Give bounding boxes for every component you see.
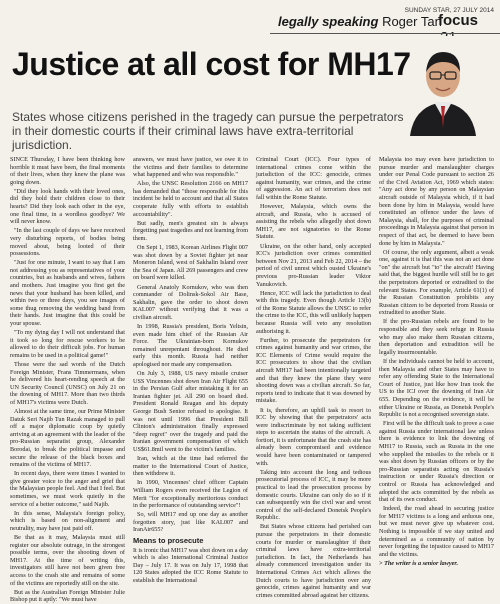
paragraph: Of course, the only argument, albeit a weak one, against it is that this was not an act done "on" the aircraft but "to" the aircraft! Having said that, the biggest hurdle will still be to get the perpetrators deported or extradited to the relevant States. For example, Article 61(1) of the Russian Constitution prohibits any Russian citizen to be deported from Russia or extradited to another State. — [379, 248, 494, 317]
paragraph: In 1998, Russia's president, Boris Yeltsin, even made him chief of the Russian Air Force. The Ukrainian-born Kornukov remained unrepentant throughout. He died early this month. Russia had neither apologised nor made any compensation. — [133, 322, 248, 368]
paragraph: SINCE Thursday, I have been thinking how horrible it must have been, the final moments of their lives, when they knew the plane was going down. — [10, 156, 125, 186]
column-3 — [256, 156, 371, 599]
paragraph: But States whose citizens had perished can pursue the perpetrators in their domestic courts for murder or manslaughter if their criminal laws have extra-territorial jurisdiction. In fact, the Netherlands has already commenced investigation under its International Crimes Act which allows the Dutch courts to have jurisdiction over any genocide, crimes against humanity and war crimes committed abroad against her citizens. — [256, 523, 371, 599]
paragraph: In this sense, Malaysia's foreign policy, which is based on non-alignment and neutrality, may have just paid off. — [10, 509, 125, 532]
footnote-text: The writer is a senior lawyer. — [384, 559, 458, 567]
paragraph: General Anatoly Kornukov, who was then commander of Dolinsk-Sokol Air Base, Sakhalin, gave the order to shoot down KAL007 without verifying that it was a civilian aircraft. — [133, 283, 248, 321]
paragraph: On July 3, 1988, US navy missile cruiser USS Vincennes shot down Iran Air Flight 655 in the Persian Gulf after mistaking it for an Iranian fighter jet. All 290 on board died. President Ronald Reagan and his deputy George Bush Senior refused to apologise. It was not until 1996 that President Bill Clinton's administration finally expressed "deep regret" over the tragedy and paid the Iranian government compensation of which US$61.8mil went to the victim's families. — [133, 370, 248, 453]
author-photo — [404, 36, 482, 136]
paragraph: Ukraine, on the other hand, only accepted ICC's jurisdiction over crimes committed between Nov 21, 2013 and Feb 22, 2014 – the period of civil unrest which ousted Ukraine's previous pro-Russian leader Viktor Yanukovich. — [256, 242, 371, 288]
paragraph: "To my dying day I will not understand that it took so long for rescue workers to be allowed to do their difficult jobs. For human remains to be used in a political game!" — [10, 329, 125, 359]
author-footnote: > The writer is a senior lawyer. — [379, 559, 458, 567]
paragraph: Iran, which at the time had referred the matter to the International Court of Justice, then withdrew it. — [133, 455, 248, 478]
paragraph: Be that as it may, Malaysia must still register our absolute outrage, in the strongest possible terms, over the shooting down of MH17. At the time of writing this, investigators still have not been given free access to the crash site and remains of some of the victims are reportedly still on the site. — [10, 534, 125, 587]
subheading: Means to prosecute — [133, 536, 204, 545]
paragraph: Hence, ICC will lack the jurisdiction to deal with this tragedy. Even though Article 13(b) of the Rome Statute allows the UNSC to refer the crime to the ICC, this will unlikely happen because Russia will veto any resolution authorising it. — [256, 289, 371, 335]
author-portrait-image — [404, 36, 482, 136]
column-2 — [133, 156, 249, 584]
paragraph: But sadly, men's greatest sin is always forgetting past tragedies and not learning from them. — [133, 219, 249, 242]
paragraph: It is, therefore, an uphill task to resort to ICC by showing that the perpetrators' acts were indiscriminate by not taking sufficient steps to ascertain the status of the aircraft. A fortiori, it is unfortunate that the crash site has already been compromised and evidence would have been contaminated or tampered with. — [256, 406, 371, 467]
column-name — [278, 14, 442, 29]
section-name: focus — [438, 12, 479, 29]
column-1 — [10, 156, 125, 604]
paragraph: On Sept 1, 1983, Korean Airlines Flight 007 was shot down by a Soviet fighter jet near Moneron Island, west of Sakhalin Island over the Sea of Japan. All 269 passengers and crew on board were killed. — [133, 244, 248, 282]
paragraph: If the individuals cannot be held to account, then Malaysia and other States may have to refer any offending State to the International Court of Justice, just like how Iran took the US to the ICJ over the downing of Iran Air 655. Depending on the evidence, it will be either Ukraine or Russia, as Donetsk People's Republic is not a recognised sovereign state. — [379, 357, 494, 419]
paragraph: "Just for one minute, I want to say that I am not addressing you as representatives of your countries, but as husbands and wives, fathers and mothers. Just imagine you first get the news that your husband has been killed, and within two or three days, you see images of some thug removing the wedding band from their hands. Just imagine that this could be your spouse. — [10, 259, 125, 327]
paragraph: Those were the sad words of the Dutch Foreign Minister, Frans Timmermans, when he delivered his heart-rending speech at the UN Security Council (UNSC) on July 21 on the downing of MH17. More than two thirds of MH17's victims were Dutch. — [10, 360, 125, 406]
headline: Justice at all cost for MH17 — [12, 46, 411, 82]
header-rule — [270, 33, 500, 34]
column-4 — [379, 156, 494, 567]
paragraph: "In the last couple of days we have received very disturbing reports, of bodies being moved about, being looted of their possessions. — [10, 227, 125, 258]
paragraph: Further, to prosecute the perpetrators for crimes against humanity and war crimes, the ICC Elements of Crime would require the ICC prosecutors to show that the civilian aircraft MH17 had been intentionally targeted and that they knew the plane they were shooting down was a civilian aircraft. So far, reports tend to indicate that it was downed by mistake. — [256, 336, 371, 405]
paragraph: answers, we must have justice, we owe it to the victims and their families to determine what happened and who was responsible." — [133, 156, 248, 179]
paragraph: First will be the difficult task to prove a case against Russia under international law unless there is evidence to link the downing of MH17 to Russia, such as Russia in the one who supplied the missiles to the rebels or it was shot down by Russian officers or by the pro-Russian separatists acting on Russia's instruction or under Russia's direction or control or Russia has acknowledged and adopted the acts committed by the rebels as that of its own conduct. — [379, 420, 494, 504]
paragraph: So, will MH17 end up one day as another forgotten story, just like KAL007 and IranAir655? — [133, 511, 248, 534]
paragraph: It is ironic that MH17 was shot down on a day which is also International Criminal Justice Day – July 17. It was on July 17, 1998 that 120 States adopted the ICC Rome Statute to establish the International — [133, 546, 248, 584]
paragraph: But as the Australian Foreign Minister Julie Bishop put it aptly: "We must have — [10, 588, 125, 604]
paragraph: Indeed, the road ahead in securing justice for MH17 victims is a long and arduous one, but we must never give up whatever cost. Nothing is impossible if we stay united and determined as a community of nation by never forgetting the injustice caused to MH17 and the victims. — [379, 505, 494, 558]
paragraph: Almost at the same time, our Prime Minister Datuk Seri Najib Tun Razak managed to pull off a major diplomatic coup by quietly arriving at an agreement with the leader of the pro-Russian separatist group, Alexander Borodai, to break the political impasse and secure the release of the black boxes and remains of the victims of MH17. — [10, 408, 125, 469]
paragraph: Criminal Court (ICC). Four types of international crimes come within the jurisdiction of the ICC: genocide, crimes against humanity, war crimes, and the crime of aggression. An act of terrorism does not fall within the Rome Statute. — [256, 156, 371, 201]
paragraph: "Did they look hands with their loved ones, did they hold their children close to their hearts? Did they look each other in the eye, one final time, in a wordless goodbye? We will never know. — [10, 187, 125, 226]
paragraph: Taking into account the long and tedious prosecutorial process of ICC, it may be more practical to lead the prosecution process by domestic courts. Ukraine can only do so if it can subsequently win the civil war and wrest control of the self-declared Donetsk People's Republic. — [256, 468, 371, 522]
article-body — [10, 156, 494, 604]
author-name: Roger Tan — [382, 14, 442, 29]
paragraph: Also, the UNSC Resolution 2166 on MH17 has demanded that "those responsible for this incident be held to account and that all States cooperate fully with efforts to establish accountability". — [133, 180, 248, 218]
paragraph: However, Malaysia, which owns the aircraft, and Russia, who is accused of assisting the rebels who allegedly shot down MH17, are not signatories to the Rome Statute. — [256, 203, 371, 241]
paragraph: In recent days, there were times I wanted to give greater voice to the anger and grief that the Malaysian people feel. And that I feel. But sometimes, we must work quietly in the service of a better outcome," said Najib. — [10, 470, 125, 508]
paragraph: In 1990, Vincennes' chief officer Captain William Rogers even received the Legion of Merit "for exceptionally meritorious conduct in the performance of outstanding service"! — [133, 479, 248, 510]
paragraph: Malaysia too may even have jurisdiction to pursue murder and manslaughter charges under our Penal Code pursuant to section 26 of the Civil Aviation Act, 1969 which states: "Any act done by any person on Malaysian aircraft outside of Malaysia which, if it had been done by him in Malaysia, would have constituted an offence under the laws of Malaysia, shall, for the purposes of criminal proceedings in Malaysia against that person in respect of that act, be deemed to have been done by him in Malaysia." — [379, 156, 494, 247]
column-label: legally speaking — [278, 14, 379, 29]
standfirst: States whose citizens perished in the tragedy can pursue the perpetrators in their domestic courts if their criminal laws have extra-territorial jurisdiction. — [12, 110, 404, 152]
paragraph: If the pro-Russian rebels are found to be responsible and they seek refuge in Russia who may also make them Russian citizens, then deportation and extradition will be legally insurmountable. — [379, 318, 494, 356]
issue-date: SUNDAY STAR, 27 JULY 2014 — [404, 7, 494, 14]
